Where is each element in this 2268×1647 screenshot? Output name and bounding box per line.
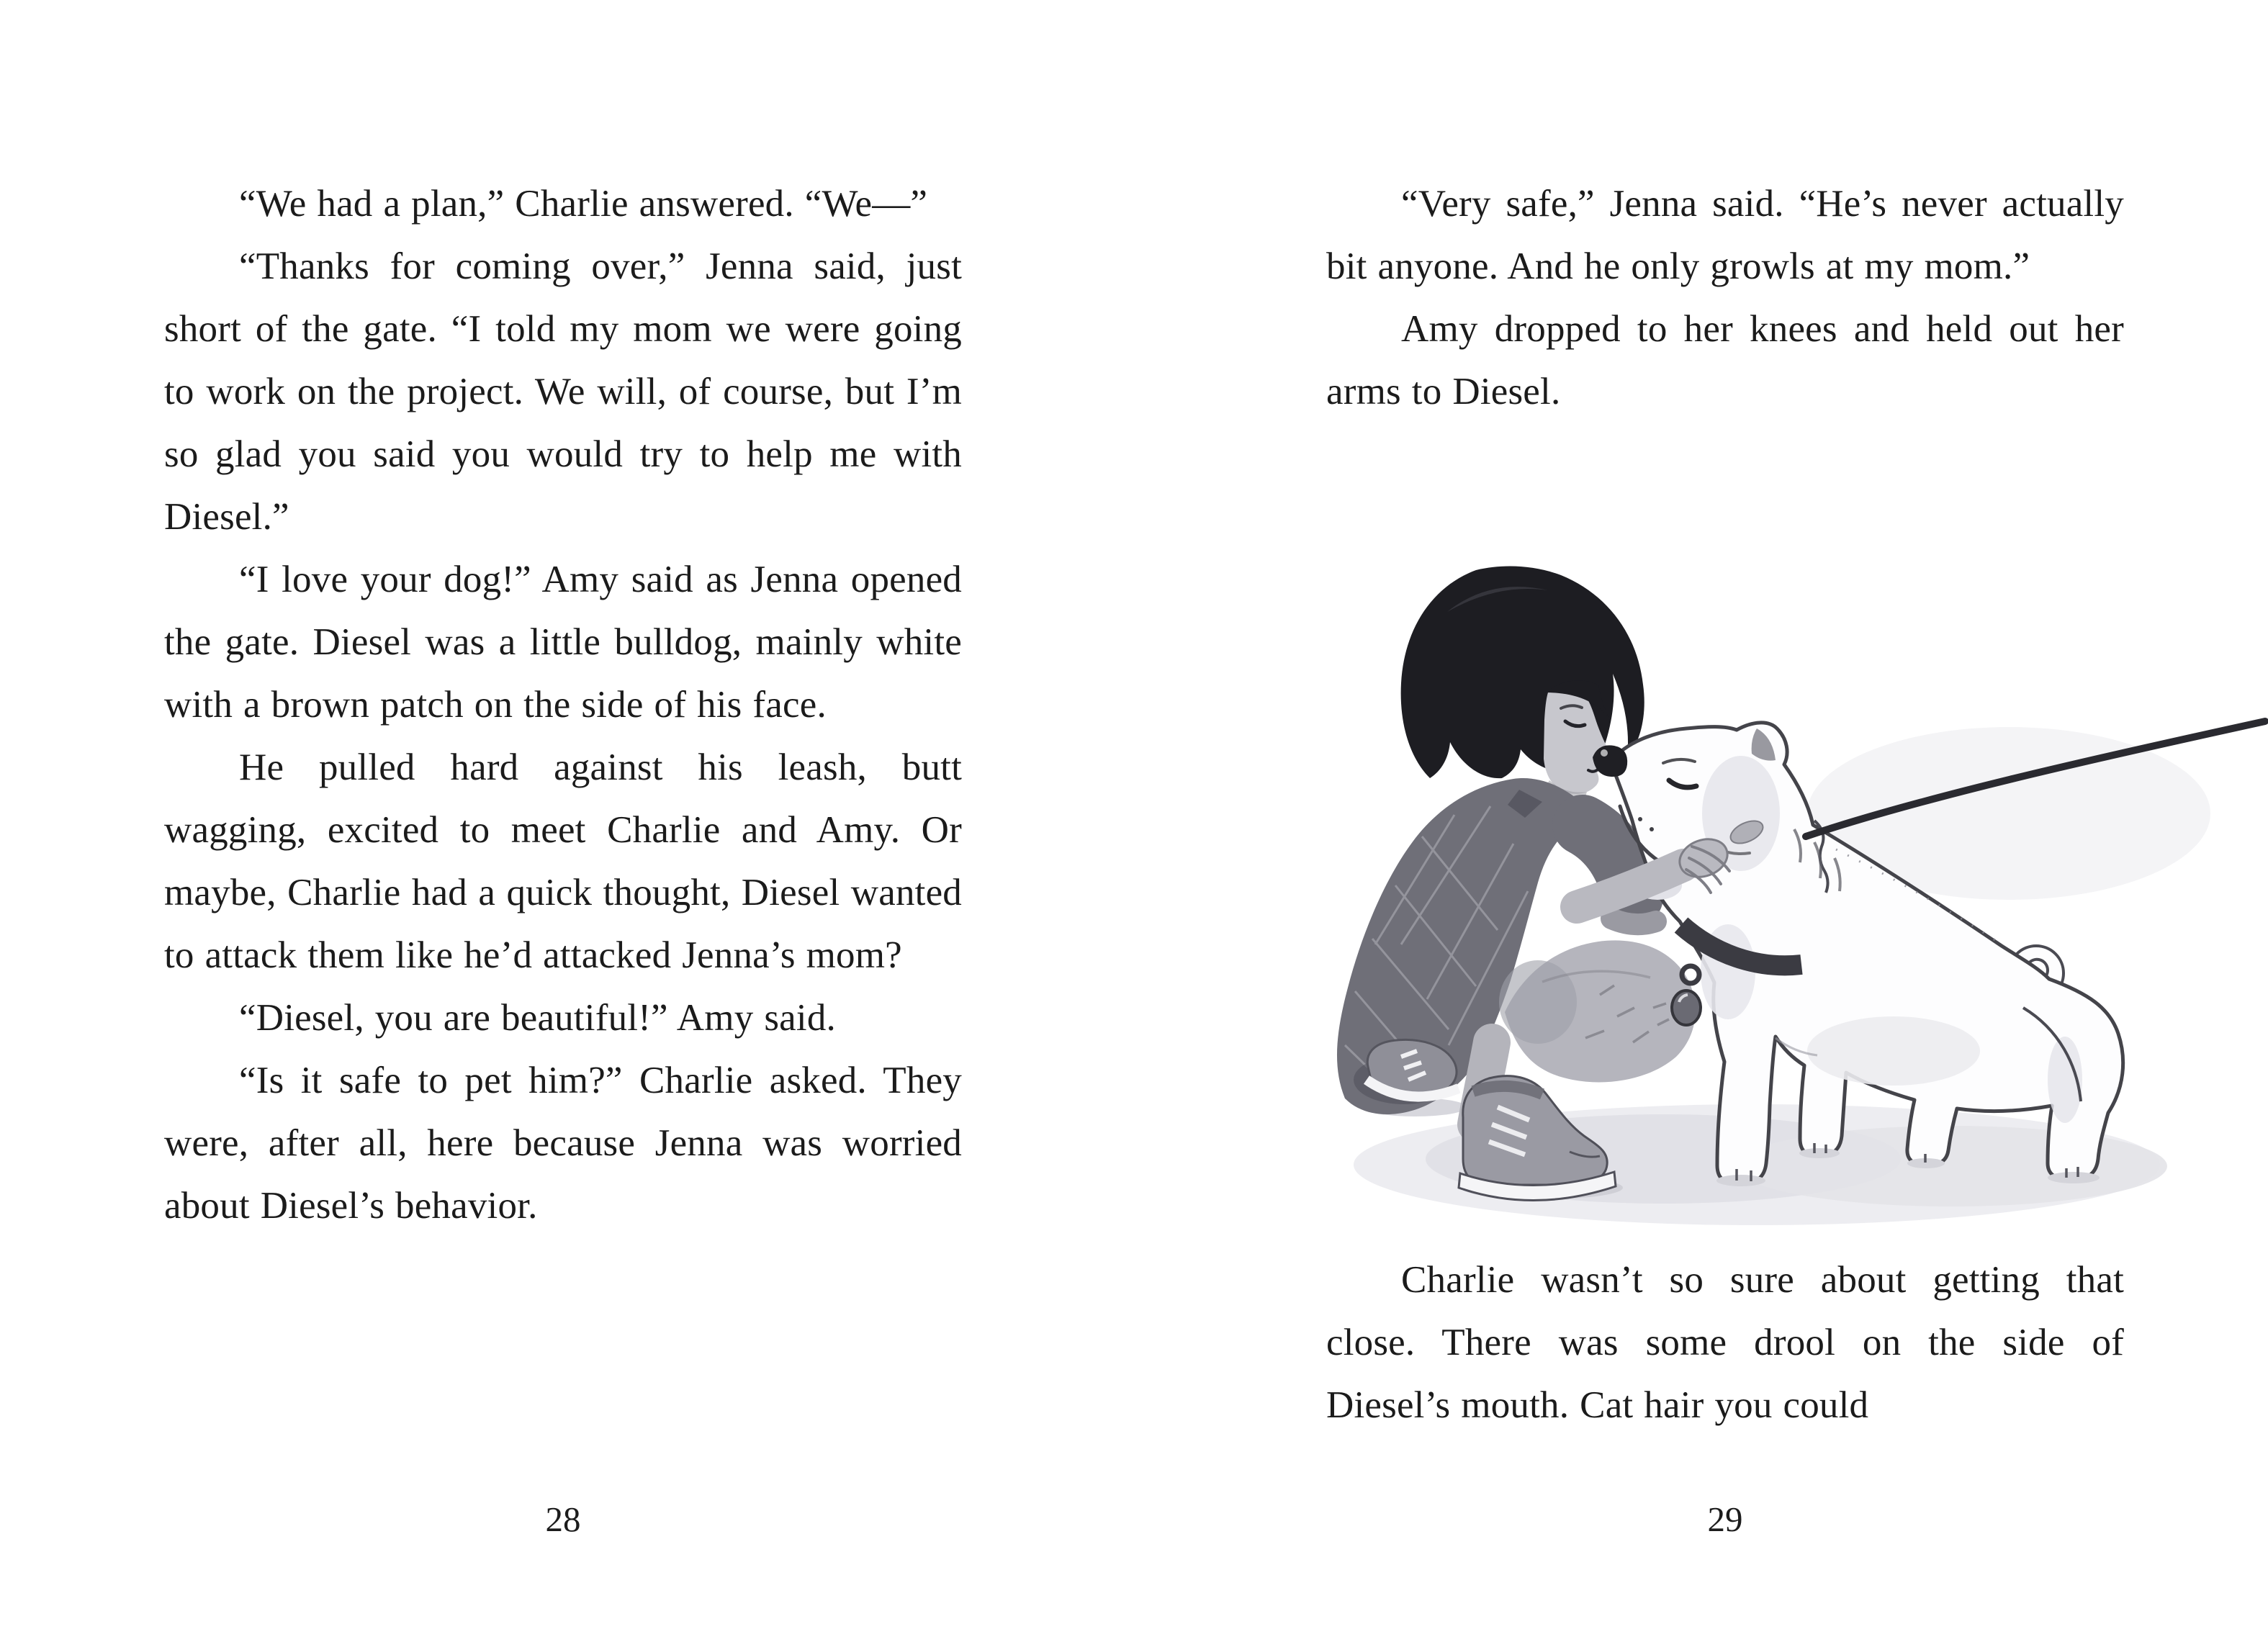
page-number-left: 28 <box>545 1499 581 1539</box>
paragraph: “Thanks for coming over,” Jenna said, just short of the gate. “I told my mom we were going to work on the project. We will, of course, but I’m so glad you said you would try to help me with Diesel.” <box>164 245 962 538</box>
paragraph: “Is it safe to pet him?” Charlie asked. They were, after all, here because Jenna was worried about Diesel’s behavior. <box>164 1060 962 1227</box>
paragraph: “I love your dog!” Amy said as Jenna opened the gate. Diesel was a little bulldog, mainly white with a brown patch on the side of his face. <box>164 559 962 726</box>
paragraph: “Diesel, you are beautiful!” Amy said. <box>239 997 836 1039</box>
paragraph: Charlie wasn’t so sure about getting that close. There was some drool on the side of Diesel’s mouth. Cat hair you could <box>1326 1259 2124 1426</box>
paragraph: Amy dropped to her knees and held out her arms to Diesel. <box>1326 308 2124 412</box>
page-number-right: 29 <box>1707 1499 1743 1539</box>
left-text-column <box>164 173 962 1237</box>
paragraph: “We had a plan,” Charlie answered. “We—” <box>239 183 928 225</box>
right-text-column-top <box>1326 173 2124 423</box>
right-text-column-bottom <box>1326 1249 2124 1437</box>
illustration-girl-petting-bulldog <box>1260 504 2268 1260</box>
paragraph: “Very safe,” Jenna said. “He’s never actually bit anyone. And he only growls at my mom.” <box>1326 183 2124 287</box>
paragraph: He pulled hard against his leash, butt wagging, excited to meet Charlie and Amy. Or maybe, Charlie had a quick thought, Diesel wanted to attack them like he’d attacked Jenna’s mom? <box>164 746 962 976</box>
